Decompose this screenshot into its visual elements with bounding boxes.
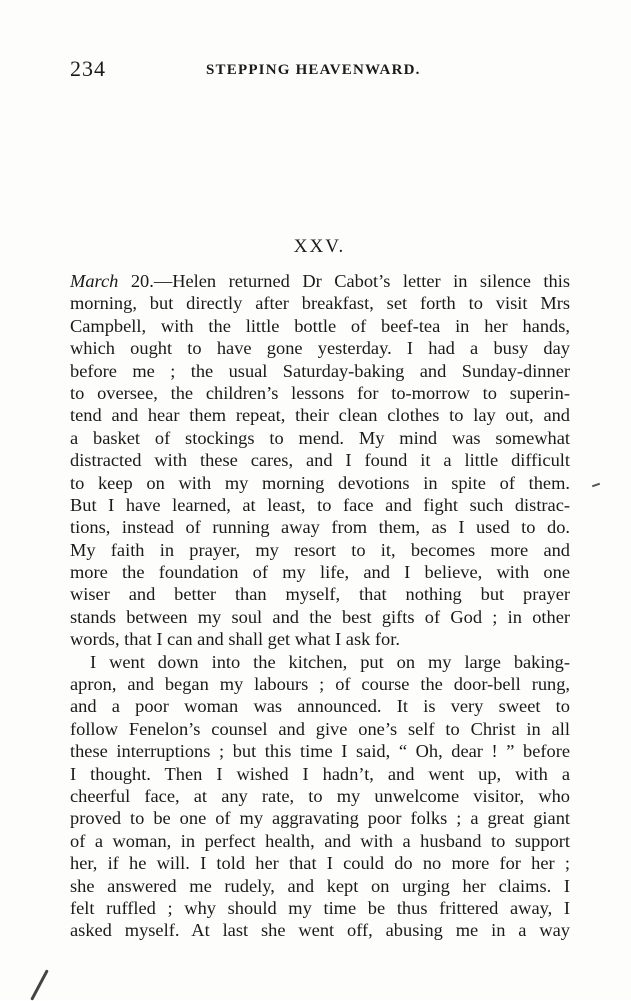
text-line: stands between my soul and the best gifts of God ; in other	[70, 606, 570, 627]
text-line: before me ; the usual Saturday-baking and Sunday-dinner	[70, 360, 570, 381]
pen-stroke-mark	[30, 969, 49, 1000]
text-line: asked myself. At last she went off, abusing me in a way	[70, 920, 570, 941]
text-line: these interruptions ; but this time I said, “ Oh, dear ! ” before	[70, 741, 570, 762]
chapter-heading: XXV.	[293, 236, 346, 257]
text-line: Campbell, with the little bottle of beef-tea in her hands,	[70, 315, 570, 336]
text-line: she answered me rudely, and kept on urging her claims. I	[70, 875, 570, 896]
dateline: March	[70, 271, 119, 291]
body-text	[70, 270, 570, 942]
text-line: felt ruffled ; why should my time be thus frittered away, I	[70, 897, 570, 918]
text-line: apron, and began my labours ; of course the door-bell rung,	[70, 674, 570, 695]
text-line: cheerful face, at any rate, to my unwelcome visitor, who	[70, 785, 570, 806]
text-line: tions, instead of running away from them, as I used to do.	[70, 517, 570, 538]
page-number: 234	[70, 56, 106, 81]
text-line: to oversee, the children’s lessons for to-morrow to superin-	[70, 382, 570, 403]
text-line: My faith in prayer, my resort to it, becomes more and	[70, 539, 570, 560]
text-line: and a poor woman was announced. It is very sweet to	[70, 696, 570, 717]
text-line: distracted with these cares, and I found it a little difficult	[70, 450, 570, 471]
text-line: to keep on with my morning devotions in spite of them.	[70, 472, 570, 493]
text-line: more the foundation of my life, and I believe, with one	[70, 562, 570, 583]
text-line: a basket of stockings to mend. My mind was somewhat	[70, 427, 570, 448]
text-line: her, if he will. I told her that I could do no more for her ;	[70, 853, 570, 874]
text-line: proved to be one of my aggravating poor folks ; a great giant	[70, 808, 570, 829]
text-line: words, that I can and shall get what I ask for.	[70, 629, 400, 650]
text-line: I thought. Then I wished I hadn’t, and went up, with a	[70, 763, 570, 784]
text-line: follow Fenelon’s counsel and give one’s self to Christ in all	[70, 718, 570, 739]
running-title: STEPPING HEAVENWARD.	[206, 62, 421, 78]
text-line	[70, 270, 570, 292]
margin-mark	[592, 483, 600, 488]
text-line: of a woman, in perfect health, and with a husband to support	[70, 830, 570, 851]
text-line: wiser and better than myself, that nothing but prayer	[70, 584, 570, 605]
text-line: I went down into the kitchen, put on my large baking-	[90, 651, 570, 672]
page-header	[70, 56, 570, 84]
text-line: But I have learned, at least, to face and fight such distrac-	[70, 494, 570, 515]
text-line: which ought to have gone yesterday. I had a busy day	[70, 338, 570, 359]
text-line: morning, but directly after breakfast, set forth to visit Mrs	[70, 293, 570, 314]
text-line: tend and hear them repeat, their clean clothes to lay out, and	[70, 405, 570, 426]
text-line-content: 20.—Helen returned Dr Cabot’s letter in silence this	[118, 271, 570, 291]
